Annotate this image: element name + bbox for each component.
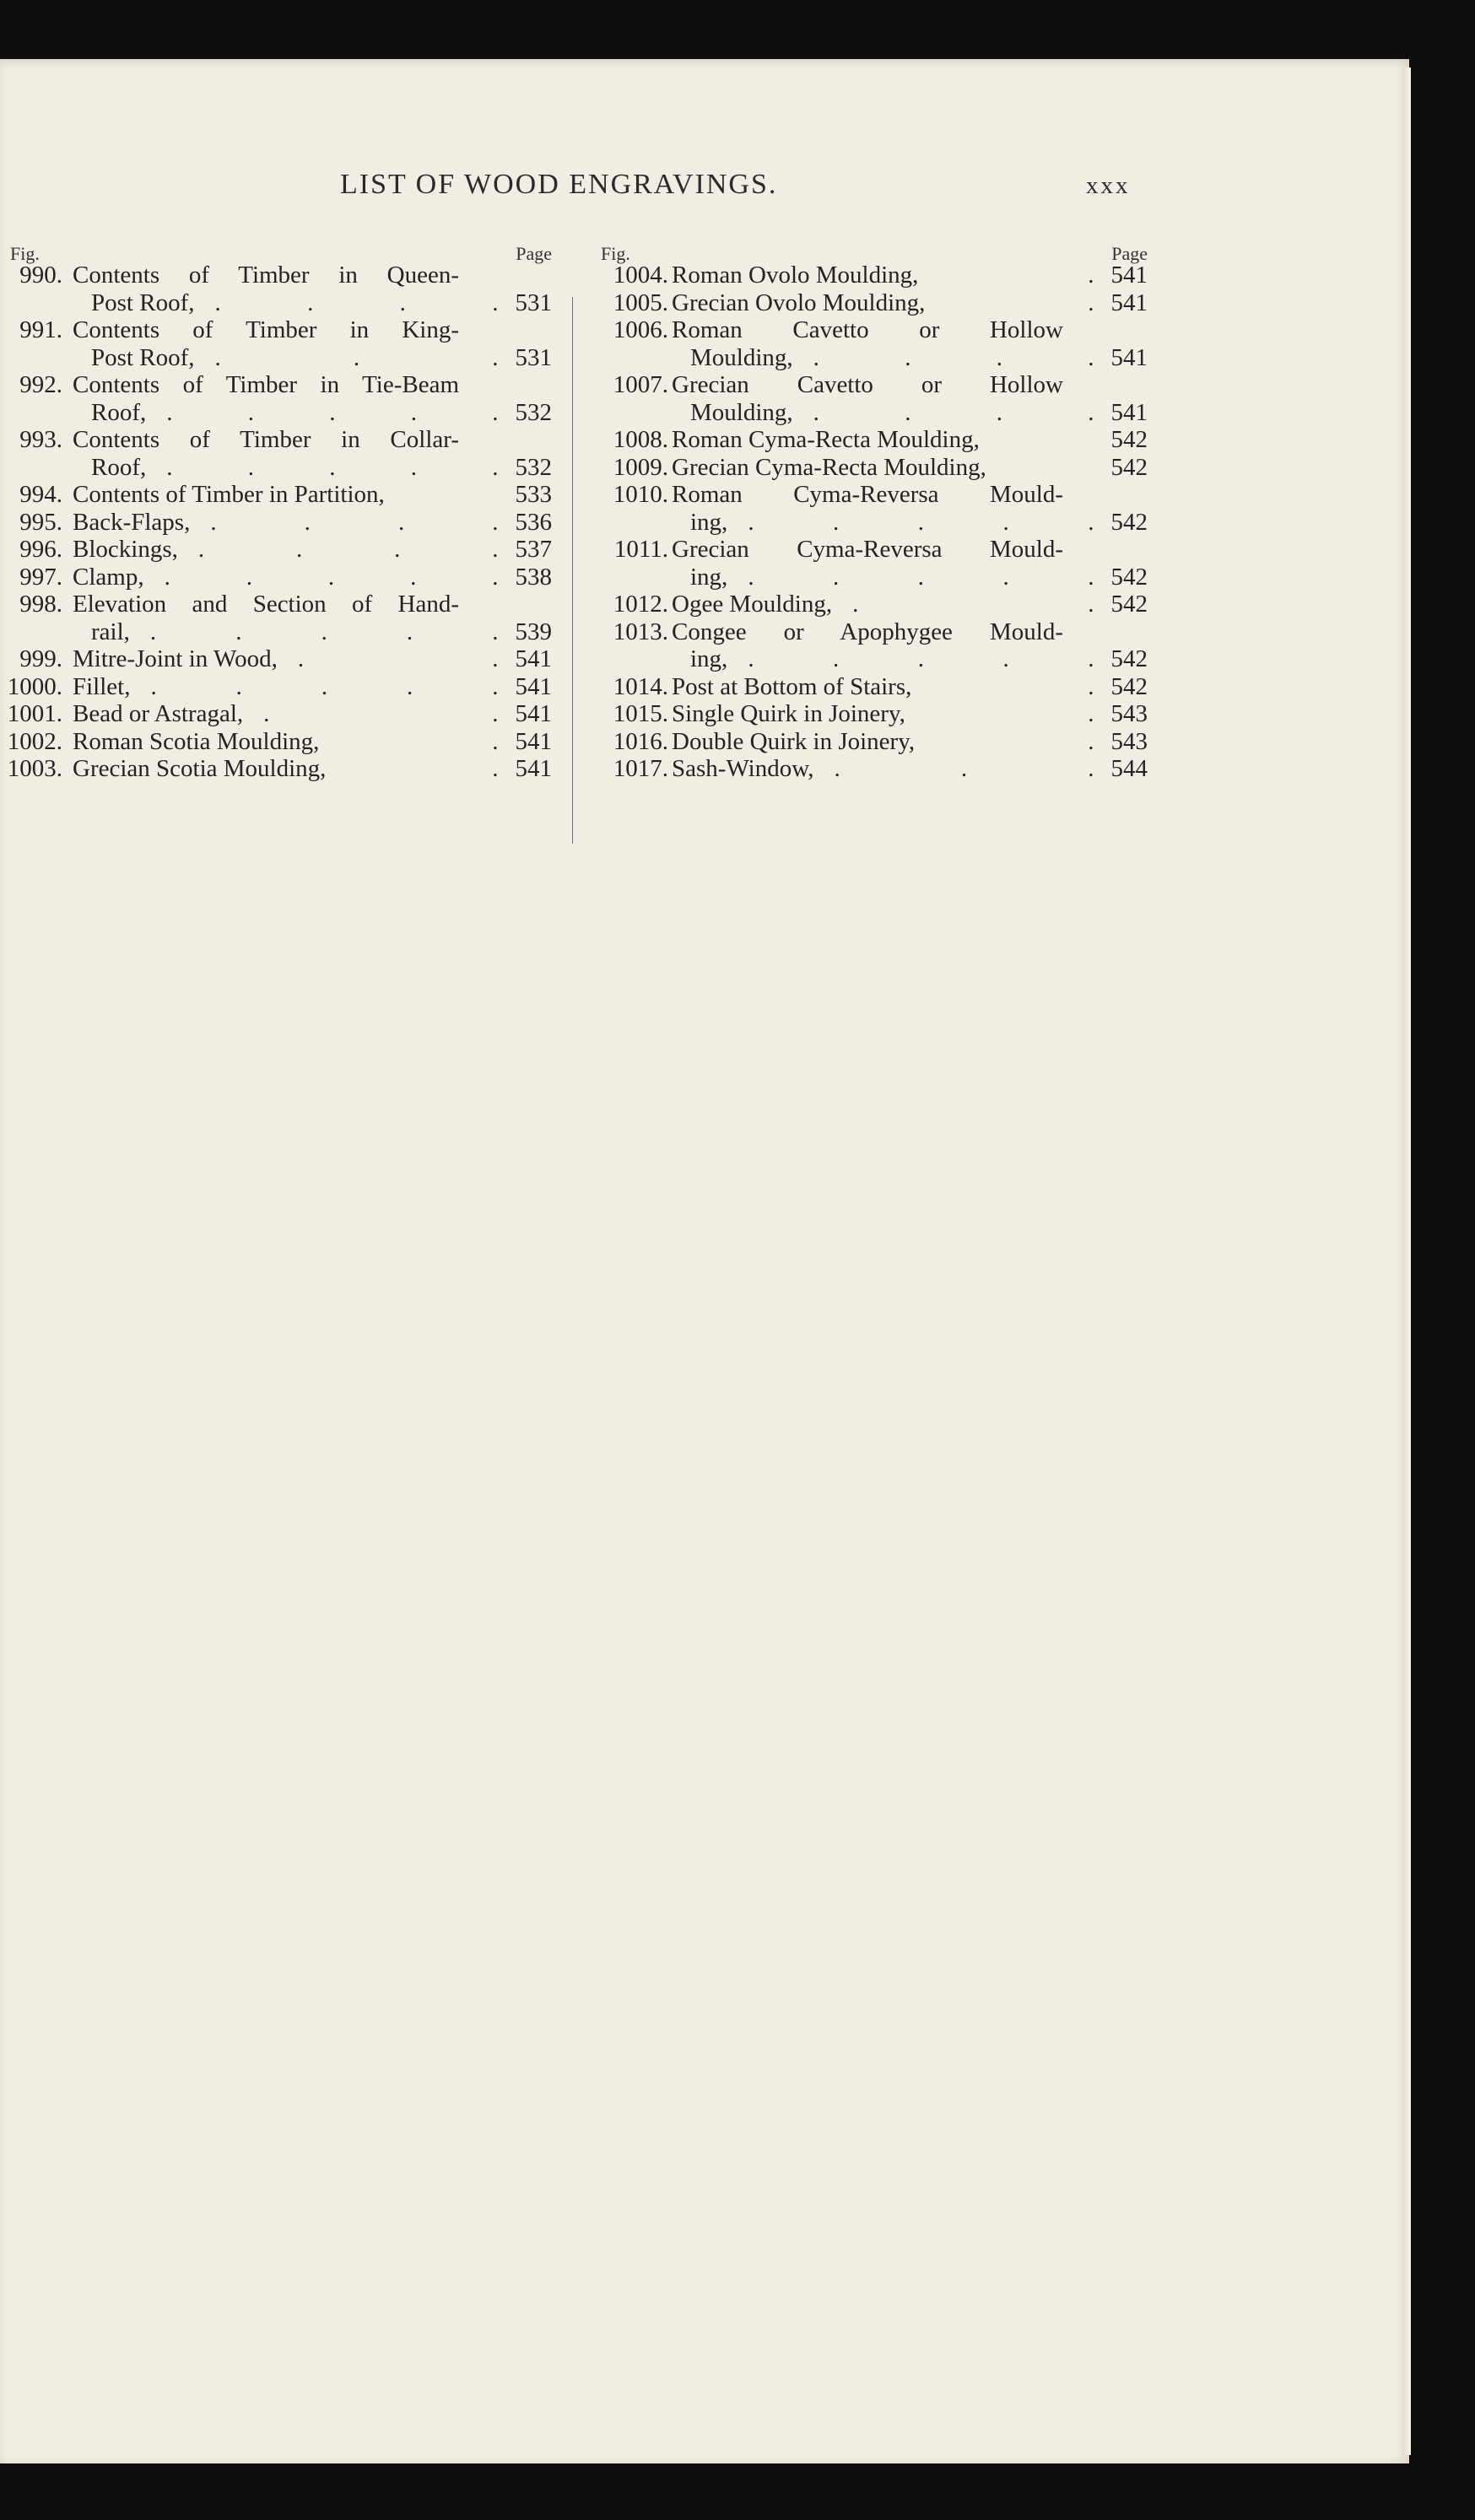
entry-title-line: Grecian Scotia Moulding, <box>73 755 327 782</box>
figure-number: 1006. <box>613 316 668 343</box>
dot-leader: . . . . . <box>748 645 1094 672</box>
figure-number: 1003. <box>7 755 62 782</box>
entry-title-line: Contents of Timber in Tie-Beam <box>73 371 459 398</box>
page-ref: 532 <box>515 398 552 426</box>
dot-leader: . . <box>263 700 499 727</box>
dot-leader: . . . <box>214 343 499 371</box>
column-divider <box>572 297 573 844</box>
figure-number: 1002. <box>7 727 62 755</box>
entry-title-line: Contents of Timber in King- <box>73 316 459 343</box>
entry-title-line: Double Quirk in Joinery, <box>672 727 916 755</box>
list-item <box>0 262 552 316</box>
figure-number: 1011. <box>613 536 668 563</box>
entry-title-line: Contents of Timber in Collar- <box>73 426 459 453</box>
page-label: Page <box>516 243 552 264</box>
entry-title-line: Clamp, <box>73 563 144 591</box>
list-item <box>591 618 1148 673</box>
figure-number: 997. <box>19 563 62 591</box>
entry-title-line: ing, <box>690 508 728 536</box>
list-item <box>591 700 1148 728</box>
dot-leader: . . . <box>834 755 1094 782</box>
list-item <box>0 728 552 756</box>
figure-number: 1017. <box>613 755 668 782</box>
page-ref: 538 <box>515 563 552 591</box>
page-ref: 542 <box>1110 426 1148 453</box>
figure-number: 994. <box>19 481 62 508</box>
figure-number: 1014. <box>613 672 668 700</box>
entry-title-line: Post Roof, <box>91 343 195 371</box>
list-item <box>591 728 1148 756</box>
entry-title-line: Grecian Cyma-Reversa Mould- <box>672 536 1063 563</box>
list-item <box>0 591 552 645</box>
dot-leader: . <box>1088 672 1094 700</box>
dot-leader: . . . . . <box>748 508 1094 536</box>
list-item <box>591 536 1148 591</box>
list-item <box>0 564 552 591</box>
list-item <box>0 700 552 728</box>
entry-title <box>672 454 1063 482</box>
entry-title-line: Sash-Window, <box>672 755 814 782</box>
figure-number: 995. <box>19 508 62 536</box>
figure-number: 1000. <box>7 672 62 700</box>
running-head <box>0 169 1409 202</box>
page-number: xxx <box>1086 172 1131 199</box>
page-ref: 537 <box>515 536 552 563</box>
list-item <box>591 316 1148 371</box>
page-ref: 541 <box>1110 262 1148 289</box>
list-item <box>591 371 1148 426</box>
figure-number: 998. <box>19 591 62 618</box>
page-ref: 531 <box>515 343 552 371</box>
page-edge <box>1402 67 1411 2455</box>
entry-title-line: Moulding, <box>690 398 793 426</box>
list-item <box>591 673 1148 701</box>
figure-number: 1015. <box>613 700 668 727</box>
entry-title <box>672 426 1063 454</box>
dot-leader: . . . . . <box>149 618 499 645</box>
page-title: LIST OF WOOD ENGRAVINGS. <box>340 169 778 200</box>
page-ref: 536 <box>515 508 552 536</box>
page-ref: 539 <box>515 618 552 645</box>
figure-number: 1008. <box>613 426 668 453</box>
list-item <box>0 316 552 371</box>
dot-leader: . <box>1088 700 1094 727</box>
dot-leader: . . . . <box>214 289 499 316</box>
list-item <box>0 509 552 537</box>
figure-number: 1012. <box>613 591 668 618</box>
entry-list <box>591 262 1148 783</box>
dot-leader: . <box>1088 289 1094 316</box>
page-ref: 541 <box>515 672 552 700</box>
entry-title-line: Post Roof, <box>91 289 195 316</box>
page-ref: 541 <box>515 700 552 727</box>
list-item <box>0 371 552 426</box>
entry-title-line: Roman Scotia Moulding, <box>73 727 320 755</box>
page-ref: 542 <box>1110 508 1148 536</box>
list-item <box>0 481 552 509</box>
entry-title-line: Blockings, <box>73 536 178 563</box>
column-header <box>0 236 552 262</box>
entry-title-line: Congee or Apophygee Mould- <box>672 618 1063 645</box>
list-item <box>0 755 552 783</box>
entry-title-line: ing, <box>690 563 728 591</box>
figure-number: 991. <box>19 316 62 343</box>
page-ref: 542 <box>1110 563 1148 591</box>
fig-label: Fig. <box>601 243 630 264</box>
entry-title <box>73 481 459 509</box>
entry-title-line: Bead or Astragal, <box>73 700 244 727</box>
right-column <box>591 236 1148 783</box>
figure-number: 1001. <box>7 700 62 727</box>
dot-leader: . . <box>297 645 499 672</box>
figure-number: 999. <box>19 645 62 672</box>
figure-number: 996. <box>19 536 62 563</box>
list-item <box>591 454 1148 482</box>
entry-title-line: Roof, <box>91 398 147 426</box>
list-item <box>0 645 552 673</box>
entry-title-line: Fillet, <box>73 672 131 700</box>
list-item <box>591 591 1148 618</box>
entry-title-line: Ogee Moulding, <box>672 591 833 618</box>
list-item <box>591 755 1148 783</box>
entry-list <box>0 262 552 783</box>
entry-title-line: Grecian Cavetto or Hollow <box>672 371 1063 398</box>
figure-number: 1007. <box>613 371 668 398</box>
dot-leader: . . . . <box>813 343 1094 371</box>
figure-number: 992. <box>19 371 62 398</box>
entry-title-line: Roof, <box>91 453 147 481</box>
list-item <box>591 262 1148 289</box>
figure-number: 1009. <box>613 453 668 481</box>
page-label: Page <box>1111 243 1148 264</box>
entry-title-line: Roman Cyma-Reversa Mould- <box>672 481 1063 508</box>
dot-leader: . <box>492 727 499 755</box>
page-ref: 532 <box>515 453 552 481</box>
dot-leader: . . . . . <box>166 453 499 481</box>
dot-leader: . <box>1088 727 1094 755</box>
dot-leader: . . . . <box>813 398 1094 426</box>
figure-number: 993. <box>19 426 62 453</box>
page-ref: 541 <box>1110 398 1148 426</box>
dot-leader: . . . . . <box>150 672 499 700</box>
entry-title-line: Elevation and Section of Hand- <box>73 591 459 618</box>
list-item <box>0 426 552 481</box>
page-ref: 541 <box>515 645 552 672</box>
page-ref: 542 <box>1110 453 1148 481</box>
column-header <box>591 236 1148 262</box>
dot-leader: . . <box>852 591 1094 618</box>
dot-leader: . . . . <box>197 536 499 563</box>
list-item <box>0 673 552 701</box>
dot-leader: . . . . . <box>748 563 1094 591</box>
page-ref: 542 <box>1110 645 1148 672</box>
dot-leader: . . . . <box>210 508 499 536</box>
page-ref: 541 <box>515 755 552 782</box>
entry-title-line: Contents of Timber in Partition, <box>73 481 385 508</box>
fig-label: Fig. <box>10 243 40 264</box>
page-ref: 533 <box>515 481 552 508</box>
entry-title-line: Roman Cyma-Recta Moulding, <box>672 426 980 453</box>
entry-title-line: Grecian Cyma-Recta Moulding, <box>672 453 986 481</box>
dot-leader: . <box>492 755 499 782</box>
figure-number: 1013. <box>613 618 668 645</box>
entry-title-line: Roman Cavetto or Hollow <box>672 316 1063 343</box>
entry-title-line: Grecian Ovolo Moulding, <box>672 289 926 316</box>
figure-number: 990. <box>19 262 62 289</box>
entry-title-line: rail, <box>91 618 130 645</box>
entry-title-line: Post at Bottom of Stairs, <box>672 672 912 700</box>
page-ref: 541 <box>1110 343 1148 371</box>
figure-number: 1016. <box>613 727 668 755</box>
figure-number: 1004. <box>613 262 668 289</box>
page-ref: 543 <box>1110 727 1148 755</box>
entry-title-line: Moulding, <box>690 343 793 371</box>
dot-leader: . . . . . <box>164 563 499 591</box>
page-ref: 542 <box>1110 672 1148 700</box>
page-ref: 531 <box>515 289 552 316</box>
dot-leader: . . . . . <box>166 398 499 426</box>
page-ref: 541 <box>515 727 552 755</box>
page-ref: 542 <box>1110 591 1148 618</box>
page-ref: 544 <box>1110 755 1148 782</box>
list-item <box>591 426 1148 454</box>
entry-title-line: Single Quirk in Joinery, <box>672 700 905 727</box>
list-item <box>591 289 1148 317</box>
entry-title-line: ing, <box>690 645 728 672</box>
entry-title-line: Contents of Timber in Queen- <box>73 262 459 289</box>
dot-leader: . <box>1088 262 1094 289</box>
list-item <box>591 481 1148 536</box>
left-column <box>0 236 552 783</box>
figure-number: 1005. <box>613 289 668 316</box>
page-ref: 543 <box>1110 700 1148 727</box>
list-item <box>0 536 552 564</box>
entry-title-line: Mitre-Joint in Wood, <box>73 645 278 672</box>
figure-number: 1010. <box>613 481 668 508</box>
entry-title-line: Roman Ovolo Moulding, <box>672 262 919 289</box>
page-ref: 541 <box>1110 289 1148 316</box>
entry-title-line: Back-Flaps, <box>73 508 191 536</box>
